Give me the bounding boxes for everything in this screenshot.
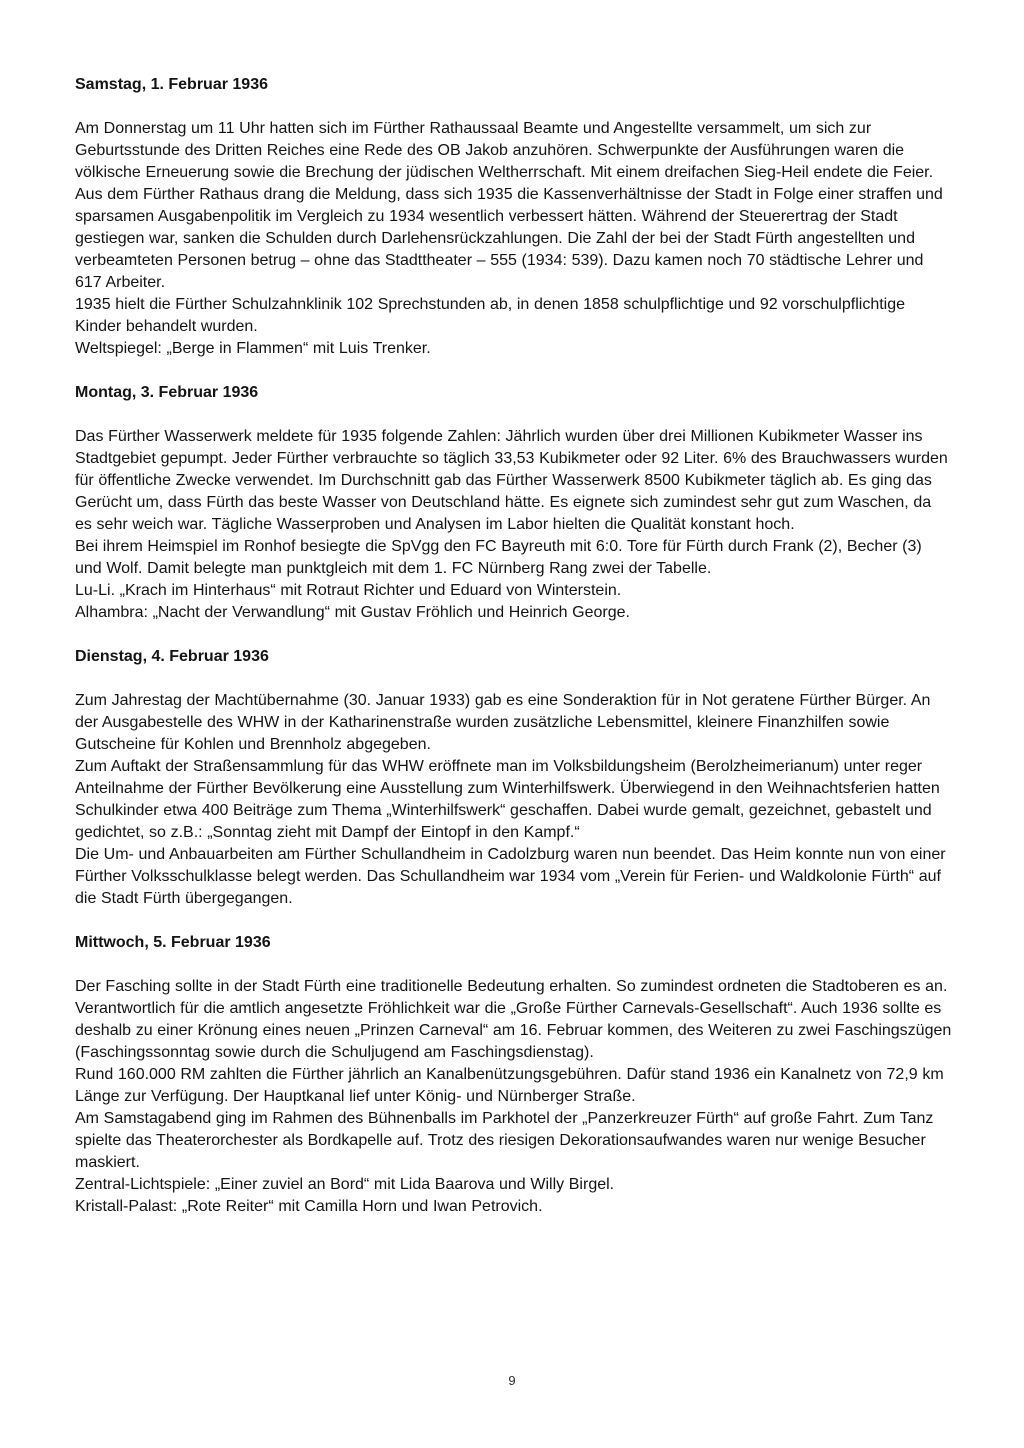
section-montag-3-februar-1936 <box>75 382 952 624</box>
paragraph: Lu-Li. „Krach im Hinterhaus“ mit Rotraut Richter und Eduard von Winterstein. <box>75 582 622 599</box>
paragraph: Aus dem Fürther Rathaus drang die Meldung, dass sich 1935 die Kassenverhältnisse der Stadt in Folge einer straffen und sparsamen Ausgabenpolitik im Vergleich zu 1934 wesentlich verbessert hätten. Während der Steuerertrag der Stadt gestiegen war, sanken die Schulden durch Darlehensrückzahlungen. Die Zahl der bei der Stadt Fürth angestellten und verbeamteten Personen betrug – ohne das Stadttheater – 555 (1934: 539). Dazu kamen noch 70 städtische Lehrer und 617 Arbeiter. <box>75 186 943 291</box>
paragraph: Zum Jahrestag der Machtübernahme (30. Januar 1933) gab es eine Sonderaktion für in Not geratene Fürther Bürger. An der Ausgabestelle des WHW in der Katharinenstraße wurden zusätzliche Lebensmittel, kleinere Finanzhilfen sowie Gutscheine für Kohlen und Brennholz abgegeben. <box>75 692 931 753</box>
paragraph: Zentral-Lichtspiele: „Einer zuviel an Bord“ mit Lida Baarova und Willy Birgel. <box>75 1176 615 1193</box>
section-mittwoch-5-februar-1936 <box>75 932 952 1218</box>
section-heading: Samstag, 1. Februar 1936 <box>75 76 268 93</box>
section-dienstag-4-februar-1936 <box>75 646 952 910</box>
paragraph: Zum Auftakt der Straßensammlung für das WHW eröffnete man im Volksbildungsheim (Berolzheimerianum) unter reger Anteilnahme der Fürther Bevölkerung eine Ausstellung zum Winterhilfswerk. Überwiegend in den Weihnachtsferien hatten Schulkinder etwa 400 Beiträge zum Thema „Winterhilfswerk“ geschaffen. Dabei wurde gemalt, gezeichnet, gebastelt und gedichtet, so z.B.: „Sonntag zieht mit Dampf der Eintopf in den Kampf.“ <box>75 758 940 841</box>
paragraph: Bei ihrem Heimspiel im Ronhof besiegte die SpVgg den FC Bayreuth mit 6:0. Tore für Fürth durch Frank (2), Becher (3) und Wolf. Damit belegte man punktgleich mit dem 1. FC Nürnberg Rang zwei der Tabelle. <box>75 538 922 577</box>
paragraph: Weltspiegel: „Berge in Flammen“ mit Luis Trenker. <box>75 340 431 357</box>
paragraph: Rund 160.000 RM zahlten die Fürther jährlich an Kanalbenützungsgebühren. Dafür stand 1936 ein Kanalnetz von 72,9 km Länge zur Verfügung. Der Hauptkanal lief unter König- und Nürnberger Straße. <box>75 1066 944 1105</box>
paragraph: Der Fasching sollte in der Stadt Fürth eine traditionelle Bedeutung erhalten. So zumindest ordneten die Stadtoberen es an. Verantwortlich für die amtlich angesetzte Fröhlichkeit war die „Große Fürther Carnevals-Gesellschaft“. Auch 1936 sollte es deshalb zu einer Krönung eines neuen „Prinzen Carneval“ am 16. Februar kommen, des Weiteren zu zwei Faschingszügen (Faschingssonntag sowie durch die Schuljugend am Faschingsdienstag). <box>75 978 952 1061</box>
page-number: 9 <box>508 1373 516 1388</box>
section-heading: Mittwoch, 5. Februar 1936 <box>75 934 271 951</box>
paragraph: Alhambra: „Nacht der Verwandlung“ mit Gustav Fröhlich und Heinrich George. <box>75 604 630 621</box>
paragraph: Die Um- und Anbauarbeiten am Fürther Schullandheim in Cadolzburg waren nun beendet. Das Heim konnte nun von einer Fürther Volksschulklasse belegt werden. Das Schullandheim war 1934 vom „Verein für Ferien- und Waldkolonie Fürth“ auf die Stadt Fürth übergegangen. <box>75 846 946 907</box>
paragraph: Am Donnerstag um 11 Uhr hatten sich im Fürther Rathaussaal Beamte und Angestellte versammelt, um sich zur Geburtsstunde des Dritten Reiches eine Rede des OB Jakob anzuhören. Schwerpunkte der Ausführungen waren die völkische Erneuerung sowie die Brechung der jüdischen Weltherrschaft. Mit einem dreifachen Sieg-Heil endete die Feier. <box>75 120 934 181</box>
paragraph: Kristall-Palast: „Rote Reiter“ mit Camilla Horn und Iwan Petrovich. <box>75 1198 543 1215</box>
section-heading: Montag, 3. Februar 1936 <box>75 384 259 401</box>
section-heading: Dienstag, 4. Februar 1936 <box>75 648 269 665</box>
paragraph: Das Fürther Wasserwerk meldete für 1935 folgende Zahlen: Jährlich wurden über drei Millionen Kubikmeter Wasser ins Stadtgebiet gepumpt. Jeder Fürther verbrauchte so täglich 33,53 Kubikmeter oder 92 Liter. 6% des Brauchwassers wurden für öffentliche Zwecke verwendet. Im Durchschnitt gab das Fürther Wasserwerk 8500 Kubikmeter täglich ab. Es ging das Gerücht um, dass Fürth das beste Wasser von Deutschland hätte. Es eignete sich zumindest sehr gut zum Waschen, da es sehr weich war. Tägliche Wasserproben und Analysen im Labor hielten die Qualität konstant hoch. <box>75 428 948 533</box>
paragraph: 1935 hielt die Fürther Schulzahnklinik 102 Sprechstunden ab, in denen 1858 schulpflichtige und 92 vorschulpflichtige Kinder behandelt wurden. <box>75 296 906 335</box>
section-samstag-1-februar-1936 <box>75 74 952 360</box>
paragraph: Am Samstagabend ging im Rahmen des Bühnenballs im Parkhotel der „Panzerkreuzer Fürth“ auf große Fahrt. Zum Tanz spielte das Theaterorchester als Bordkapelle auf. Trotz des riesigen Dekorationsaufwandes waren nur wenige Besucher maskiert. <box>75 1110 934 1171</box>
